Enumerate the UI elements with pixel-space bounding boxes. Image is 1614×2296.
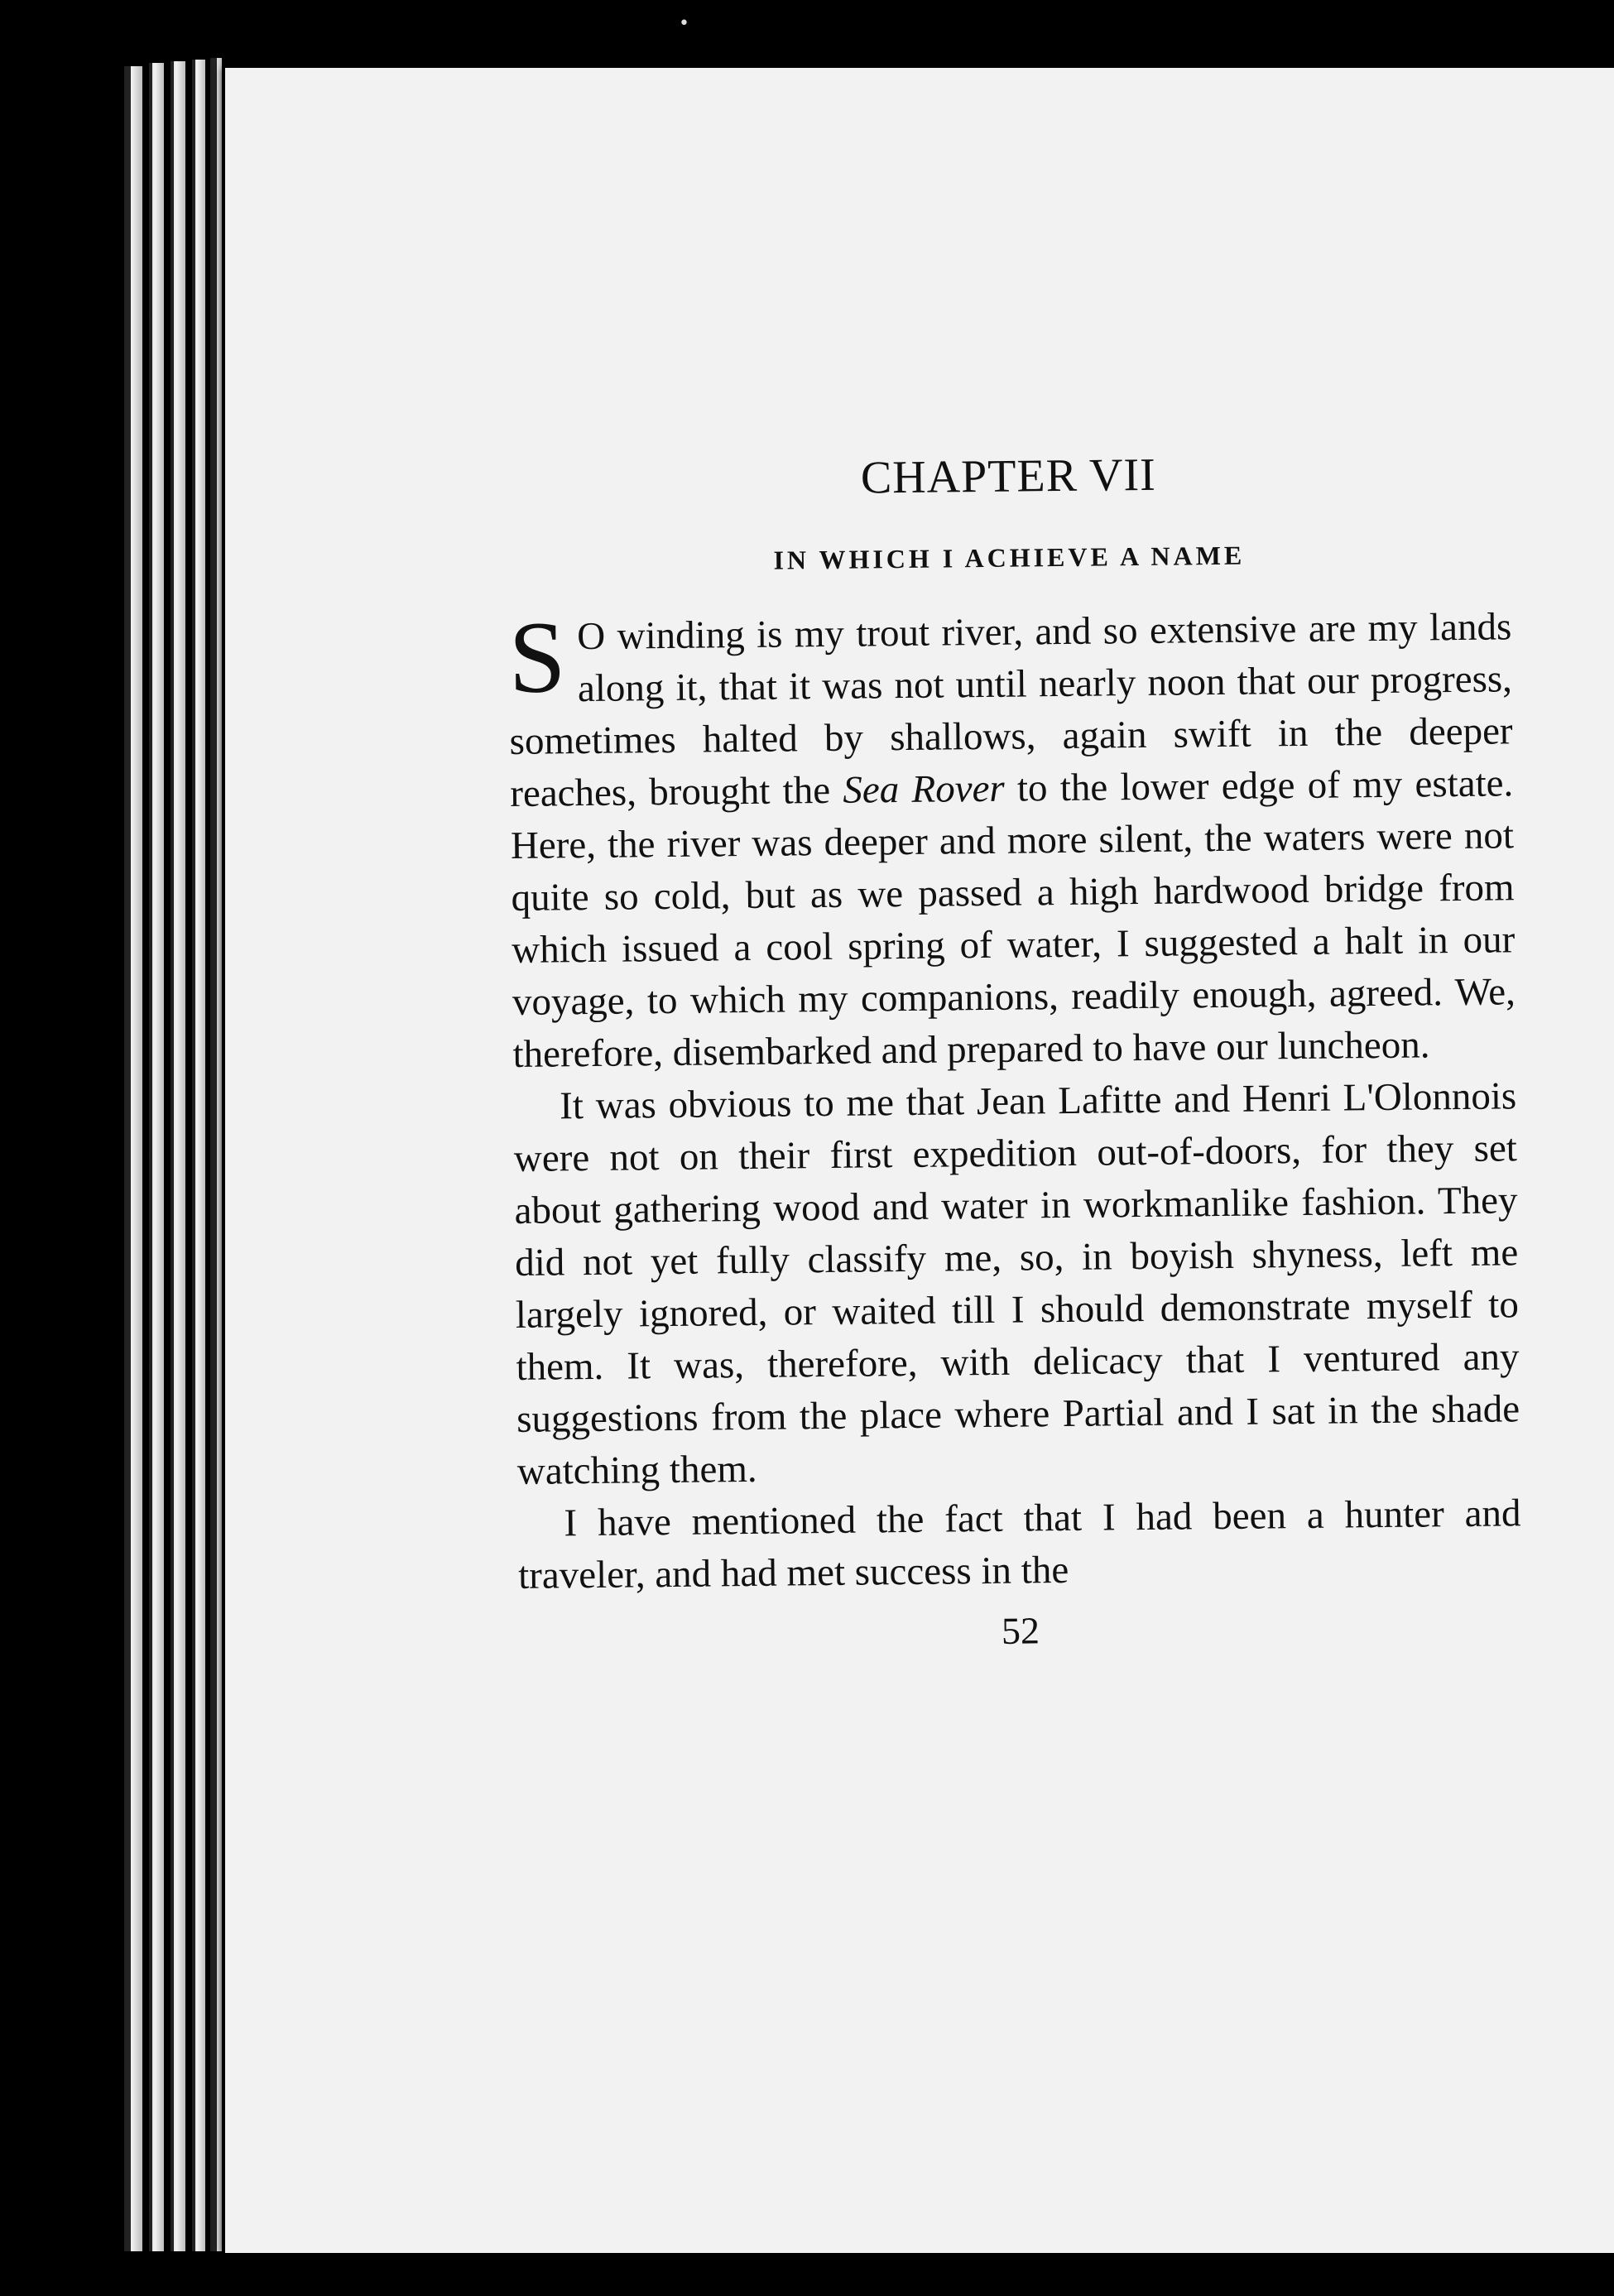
ship-name: Sea Rover	[843, 766, 1005, 812]
first-word-rest: O	[576, 614, 606, 659]
paragraph-text: to the lower edge of my estate. Here, the river was deeper and more silent, the waters were not quite so cold, but as we passed a high hardwood bridge from which issued a cool spring of water, I suggested a halt in our voyage, to which my companions, readily enough, agreed. We, therefore, disembarked and prepared to have our luncheon.	[510, 761, 1516, 1076]
chapter-title: CHAPTER VII	[860, 449, 1157, 504]
page-edge	[210, 58, 222, 2251]
drop-cap: S	[507, 600, 567, 714]
paragraph: I have mentioned the fact that I had been a hunter and traveler, and had met success in the	[517, 1491, 1521, 1597]
scan-speck: •	[679, 13, 689, 34]
page-edge	[149, 63, 164, 2251]
page-edge	[124, 66, 142, 2251]
first-paragraph	[508, 601, 1516, 1081]
chapter-subtitle: IN WHICH I ACHIEVE A NAME	[773, 540, 1246, 575]
page-edge	[192, 60, 205, 2251]
page-number: 52	[1001, 1609, 1040, 1652]
page-edge	[171, 61, 185, 2251]
stacked-page-edges	[124, 58, 223, 2251]
paragraph: It was obvious to me that Jean Lafitte and Henri L'Olonnois were not on their first expedition out-of-doors, for they set about gathering wood and water in workmanlike fashion. They did not yet fully classify me, so, in boyish shyness, left me largely ignored, or waited till I should demonstrate myself to them. It was, therefore, with delicacy that I ventured any suggestions from the place where Partial and I sat in the shade watching them.	[513, 1074, 1520, 1493]
page-content	[507, 444, 1522, 1658]
paragraph-text: winding is my trout river, and so extensive are my lands along it, that it was not until nearly noon that our progress, sometimes halted by shallows, again swift in the deeper reaches, brought the	[509, 605, 1513, 815]
